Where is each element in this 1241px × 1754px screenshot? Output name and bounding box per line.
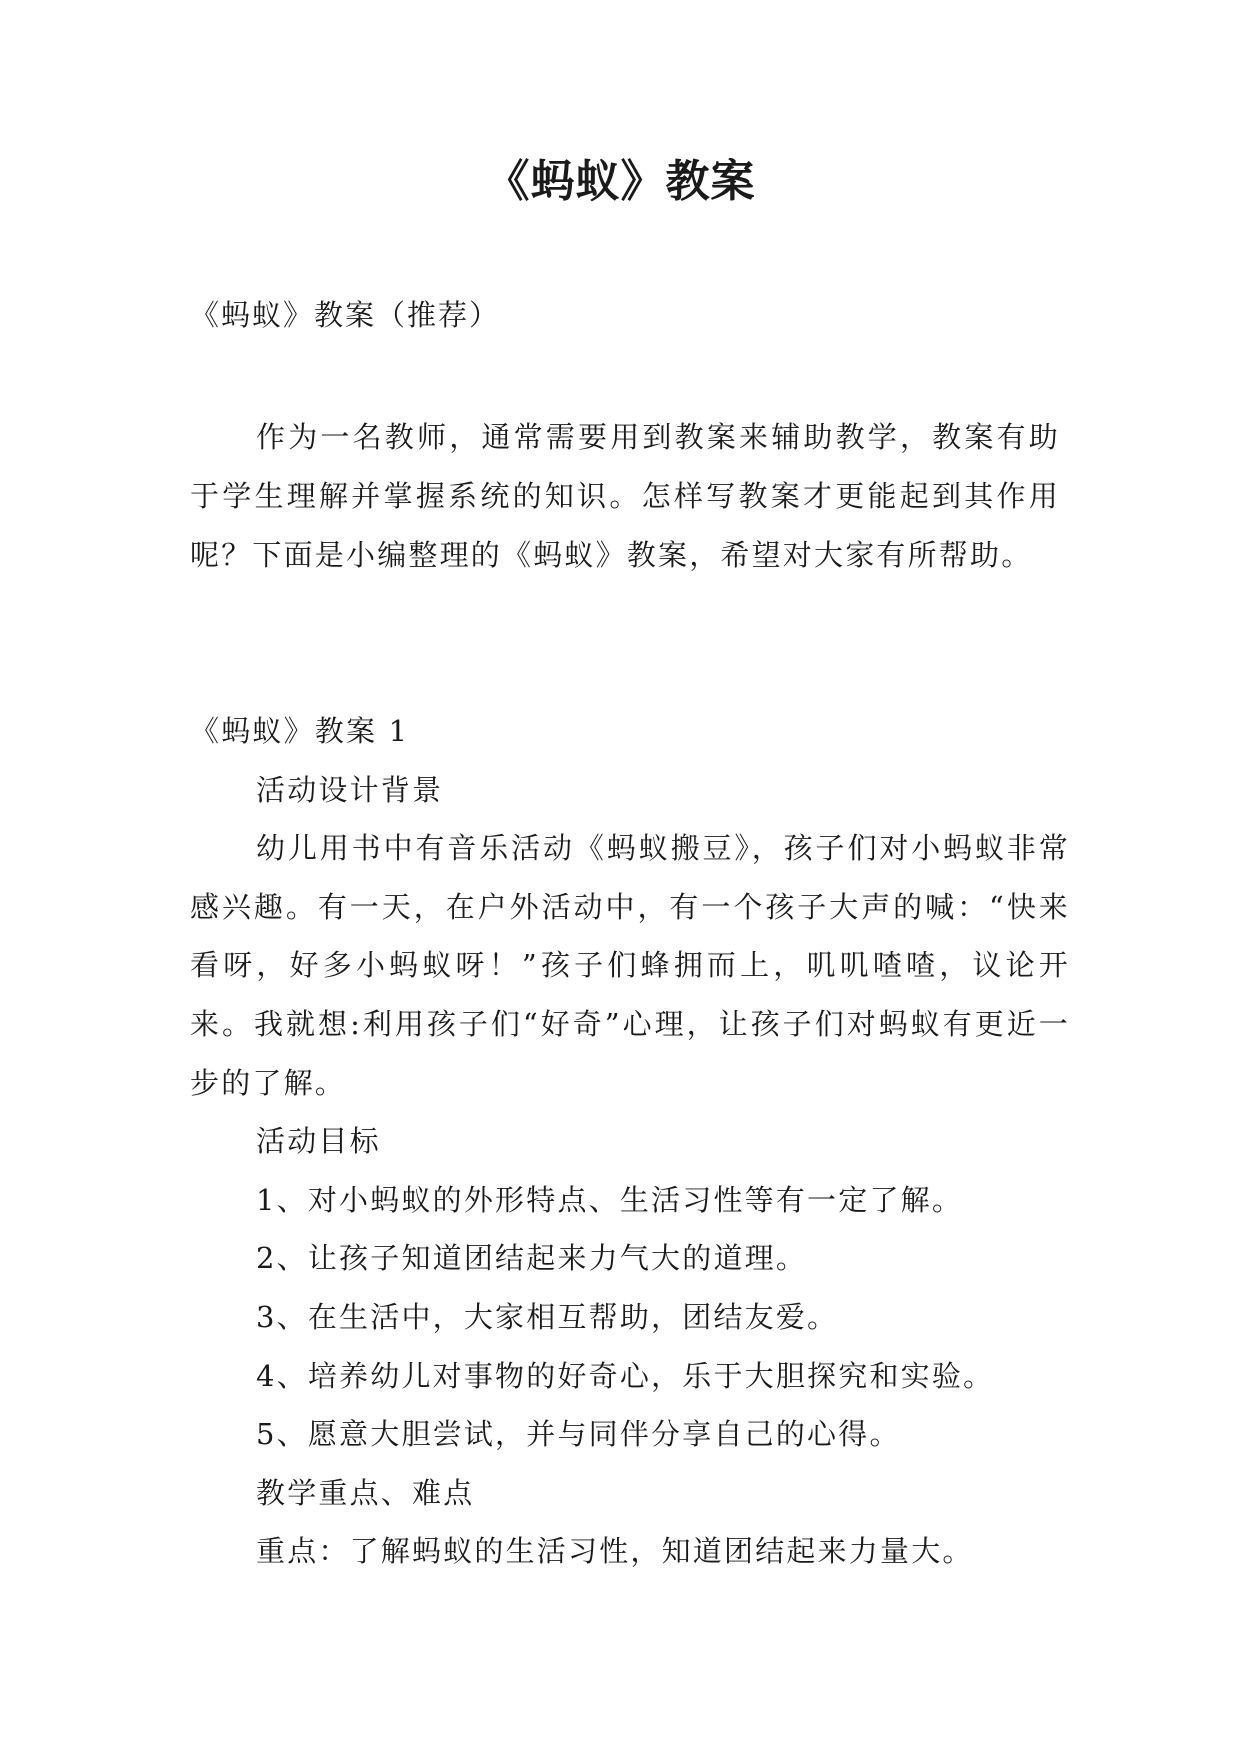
goal-item: 3、在生活中，大家相互帮助，团结友爱。 bbox=[256, 1299, 839, 1334]
section-heading: 《蚂蚁》教案 1 bbox=[190, 714, 410, 748]
key-heading: 教学重点、难点 bbox=[256, 1475, 475, 1510]
goal-item: 1、对小蚂蚁的外形特点、生活习性等有一定了解。 bbox=[256, 1182, 964, 1217]
background-paragraph: 幼儿用书中有音乐活动《蚂蚁搬豆》，孩子们对小蚂蚁非常感兴趣。有一天，在户外活动中，有一个孩子大声的喊：“快来看呀，好多小蚂蚁呀！”孩子们蜂拥而上，叽叽喳喳，议论开来。我就想:利用孩子们“好奇”心理，让孩子们对蚂蚁有更近一步的了解。 bbox=[190, 831, 1070, 1100]
goal-item: 4、培养幼儿对事物的好奇心，乐于大胆探究和实验。 bbox=[256, 1358, 995, 1393]
background-heading: 活动设计背景 bbox=[256, 772, 444, 807]
goal-item: 5、愿意大胆尝试，并与同伴分享自己的心得。 bbox=[256, 1417, 901, 1452]
document-subtitle: 《蚂蚁》教案（推荐） bbox=[190, 298, 501, 332]
lesson-body bbox=[190, 702, 1070, 1581]
document-title: 《蚂蚁》教案 bbox=[485, 156, 756, 207]
key-point: 重点：了解蚂蚁的生活习性，知道团结起来力量大。 bbox=[256, 1534, 974, 1569]
goals-heading: 活动目标 bbox=[256, 1124, 381, 1159]
goal-item: 2、让孩子知道团结起来力气大的道理。 bbox=[256, 1241, 808, 1276]
intro-paragraph: 作为一名教师，通常需要用到教案来辅助教学，教案有助于学生理解并掌握系统的知识。怎样写教案才更能起到其作用呢？下面是小编整理的《蚂蚁》教案，希望对大家有所帮助。 bbox=[190, 420, 1060, 572]
